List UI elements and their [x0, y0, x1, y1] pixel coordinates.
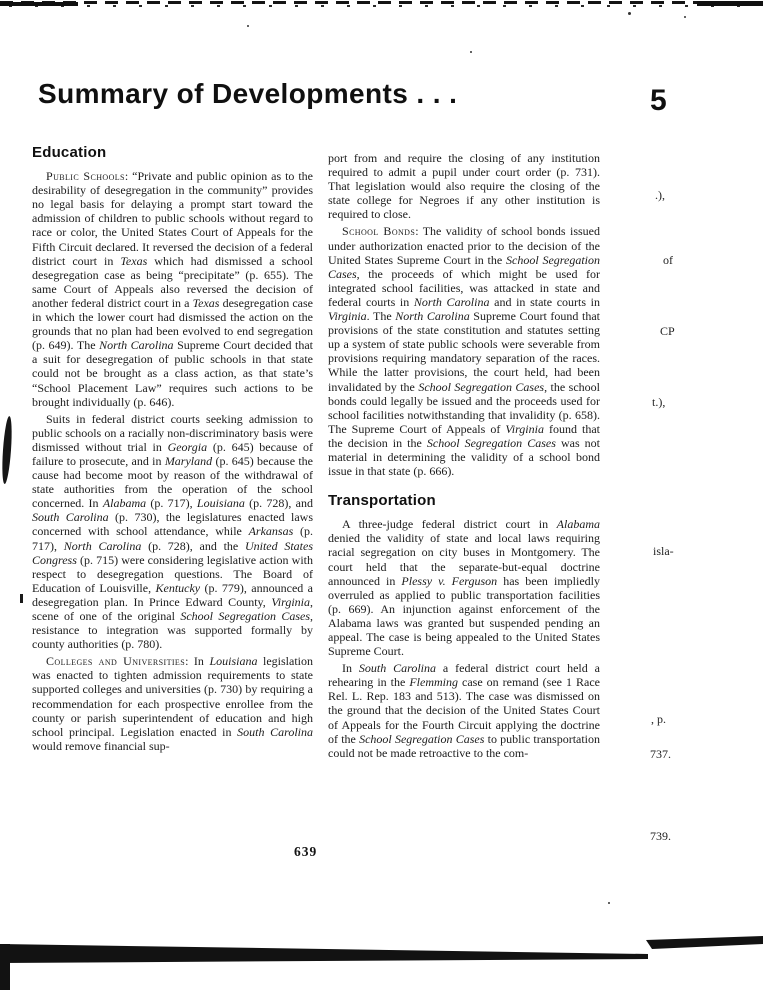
scan-artifact-top-edge [0, 1, 763, 8]
paragraph: A three-judge federal district court in Alabama denied the validity of state and local laws requiring racial segregation on city buses in Montgomery. The court held that the separate-but-equal doctrine announced in Plessy v. Ferguson has been impliedly overruled as applied to public transportation facilities (p. 669). An injunction against enforcement of the Alabama laws was granted but suspended pending an appeal. The case is being appealed to the United States Supreme Court. [328, 517, 600, 659]
margin-fragment: t.), [652, 395, 666, 409]
page-number: 639 [294, 844, 318, 859]
margin-fragment: of [663, 253, 673, 267]
paragraph: In South Carolina a federal district court held a rehearing in the Flemming case on remand (see 1 Race Rel. L. Rep. 183 and 513). The case was dismissed on the ground that the decision of the United States Court of Appeals for the Fourth Circuit applying the doctrine of the School Segregation Cases to public transportation could not be made retroactive to the com- [328, 661, 601, 760]
paragraph: Suits in federal district courts seeking admission to public schools on a racially non-discriminatory basis were dismissed without trial in Georgia (p. 645) because of failure to prosecute, and in Maryland (p. 645) because the cause had become moot by reason of the withdrawal of state authorities from the operation of the school concerned. In Alabama (p. 717), Louisiana (p. 728), and South Carolina (p. 730), the legislatures enacted laws concerned with school attendance, while Arkansas (p. 717), North Carolina (p. 728), and the United States Congress (p. 715) were considering legislative action with respect to desegregation questions. The Board of Education of Louisville, Kentucky (p. 779), announced a desegregation plan. In Prince Edward County, Virginia, scene of one of the original School Segregation Cases, resistance to integration was supported formally by county authorities (p. 780). [32, 411, 314, 652]
scan-speck [684, 16, 686, 18]
margin-fragment: 737. [650, 747, 671, 761]
scan-artifact-bottom-edge [0, 930, 763, 990]
scan-speck [247, 25, 249, 27]
margin-fragment: 739. [650, 829, 671, 843]
paragraph: Colleges and Universities: In Louisiana legislation was enacted to tighten admission requirements to state supported colleges and universities (p. 730) by requiring a recommendation for each prospective enrollee from the county or parish superintendent of education and high school principal. Legislation enacted in South Carolina would remove financial sup- [32, 654, 313, 753]
paragraph: port from and require the closing of any institution required to admit a pupil under court order (p. 731). That legislation would also require the closing of the state college for Negroes if any other institution is required to close. [328, 151, 600, 222]
scan-speck [470, 51, 472, 53]
margin-fragment: 5 [650, 84, 667, 117]
margin-fragment: , p. [651, 712, 666, 726]
margin-fragment: CP [660, 324, 675, 338]
paragraph: Public Schools: “Private and public opinion as to the desirability of desegregation in the community” provides no legal basis for delaying a prompt start toward the admission of children to public schools without regard to race or color, the United States Court of Appeals for the Fifth Circuit declared. It reversed the decision of a federal district court in Texas which had dismissed a school desegregation case as being “precipitate” (p. 655). The same Court of Appeals also reversed the decision of another federal district court in a Texas desegregation case in which the lower court had dismissed the action on the grounds that no plan had been evolved to end segregation (p. 649). The North Carolina Supreme Court decided that a suit for desegregation of public schools in that state could not be brought as a class action, as that state’s “School Placement Law” requires such actions to be brought individually (p. 646). [32, 169, 314, 409]
margin-fragment: isla- [653, 544, 674, 558]
margin-fragment: .), [655, 188, 665, 202]
scan-speck [628, 12, 631, 15]
section-heading: Education [32, 144, 107, 161]
page-title: Summary of Developments . . . [38, 78, 458, 109]
scan-ink-tick [20, 594, 23, 603]
left-column [32, 146, 313, 756]
right-column [328, 146, 600, 763]
section-heading: Transportation [328, 492, 436, 510]
scan-ink-blob [1, 416, 14, 484]
scan-speck [608, 902, 610, 904]
paragraph: School Bonds: The validity of school bonds issued under authorization enacted prior to the decision of the United States Supreme Court in the School Segregation Cases, the proceeds of which might be used for integrated school facilities, was attacked in state and federal courts in North Carolina and in state courts in Virginia. The North Carolina Supreme Court found that provisions of the state constitution and statutes setting up a system of state public schools were severable from provisions requiring mandatory separation of the races. While the latter provisions, the court held, had been invalidated by the School Segregation Cases, the school bonds could legally be issued and the proceeds used for school facilities notwithstanding that invalidity (p. 658). The Supreme Court of Appeals of Virginia found that the decision in the School Segregation Cases was not material in determining the validity of a school bond issue in that state (p. 666). [328, 224, 601, 479]
